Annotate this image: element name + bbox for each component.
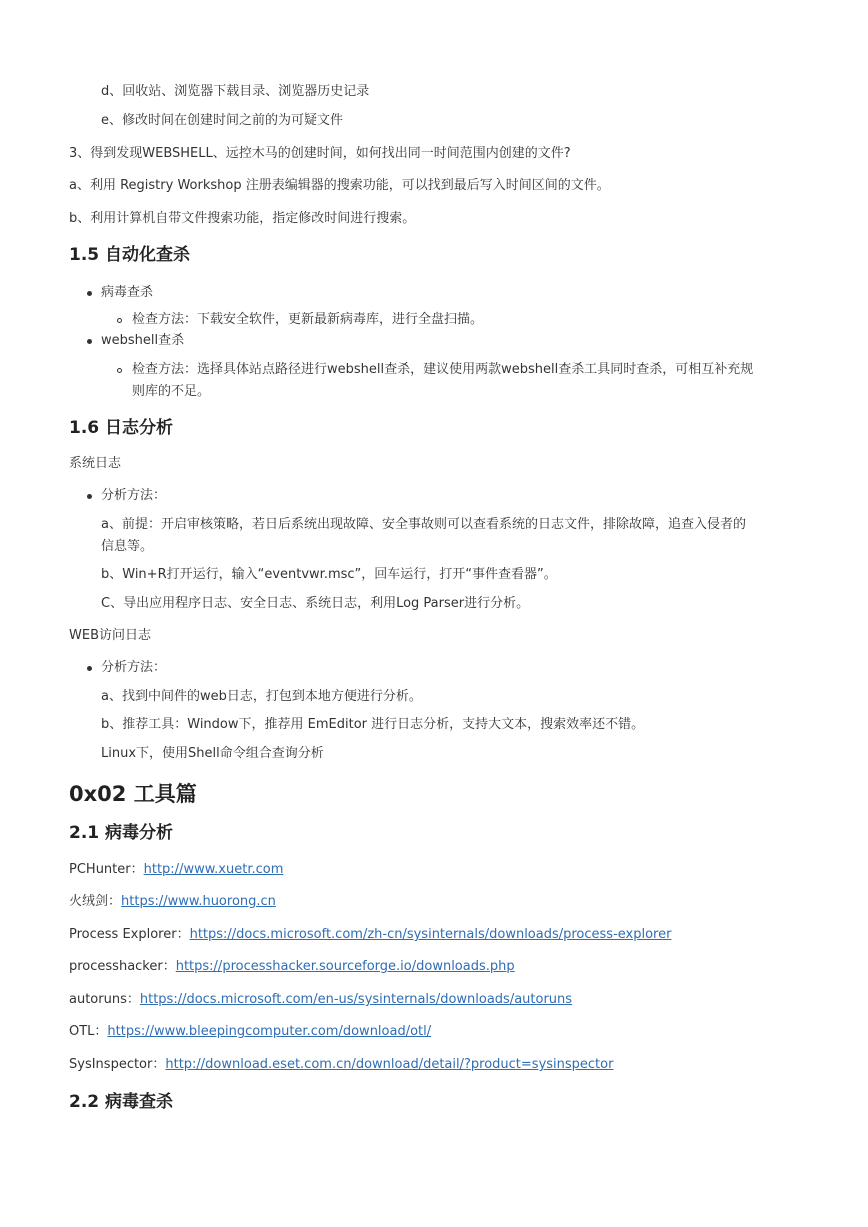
weblog-linux: Linux下，使用Shell命令组合查询分析 [101, 746, 324, 761]
tool-name: 火绒剑： [69, 894, 122, 909]
tool-link[interactable]: http://www.xuetr.com [143, 862, 284, 877]
section-heading-1-5: 1.5 自动化查杀 [69, 245, 191, 265]
sub-bullet-icon [117, 368, 122, 373]
list-item-webshell: webshell查杀 [101, 333, 185, 348]
syslog-b: b、Win+R打开运行，输入“eventvwr.msc”，回车运行，打开“事件查看器”。 [101, 567, 557, 582]
tool-row [69, 1023, 431, 1041]
tool-name: PCHunter： [69, 862, 144, 877]
list-item-webshell-method-line2: 则库的不足。 [132, 384, 211, 399]
answer-a: a、利用 Registry Workshop 注册表编辑器的搜索功能，可以找到最后写入时间区间的文件。 [69, 178, 610, 193]
sub-bullet-icon [117, 318, 122, 323]
syslog-label: 系统日志 [69, 456, 122, 471]
syslog-c: C、导出应用程序日志、安全日志、系统日志，利用Log Parser进行分析。 [101, 596, 530, 611]
bullet-icon [87, 666, 92, 671]
tool-name: Process Explorer： [69, 927, 190, 942]
section-heading-2-1: 2.1 病毒分析 [69, 823, 174, 843]
answer-b: b、利用计算机自带文件搜索功能，指定修改时间进行搜索。 [69, 211, 416, 226]
list-item-virus: 病毒查杀 [101, 285, 154, 300]
bullet-icon [87, 291, 92, 296]
chapter-heading-0x02: 0x02 工具篇 [69, 782, 197, 806]
question-3: 3、得到发现WEBSHELL、远控木马的创建时间，如何找出同一时间范围内创建的文件? [69, 146, 571, 161]
tool-row [69, 861, 283, 879]
tool-link[interactable]: https://www.bleepingcomputer.com/download/otl/ [107, 1024, 432, 1039]
tool-link[interactable]: http://download.eset.com.cn/download/detail/?product=sysinspector [165, 1057, 614, 1072]
syslog-a-line1: a、前提：开启审核策略，若日后系统出现故障、安全事故则可以查看系统的日志文件，排除故障，追查入侵者的 [101, 517, 746, 532]
tool-link[interactable]: https://processhacker.sourceforge.io/downloads.php [175, 959, 515, 974]
tool-name: OTL： [69, 1024, 108, 1039]
weblog-b: b、推荐工具：Window下，推荐用 EmEditor 进行日志分析，支持大文本，搜索效率还不错。 [101, 717, 645, 732]
tool-row [69, 1056, 613, 1074]
tool-row [69, 991, 572, 1009]
weblog-label: WEB访问日志 [69, 628, 151, 643]
analysis-method-label: 分析方法： [101, 488, 167, 503]
syslog-a-line2: 信息等。 [101, 539, 154, 554]
bullet-icon [87, 339, 92, 344]
weblog-a: a、找到中间件的web日志，打包到本地方便进行分析。 [101, 689, 422, 704]
tool-name: SysInspector： [69, 1057, 166, 1072]
tool-link[interactable]: https://docs.microsoft.com/en-us/sysinternals/downloads/autoruns [139, 992, 573, 1007]
list-item-e: e、修改时间在创建时间之前的为可疑文件 [101, 113, 343, 128]
tool-row [69, 893, 276, 911]
list-item-virus-method: 检查方法：下载安全软件，更新最新病毒库，进行全盘扫描。 [132, 312, 484, 327]
section-heading-2-2: 2.2 病毒查杀 [69, 1092, 174, 1112]
tool-link[interactable]: https://docs.microsoft.com/zh-cn/sysinternals/downloads/process-explorer [189, 927, 672, 942]
tool-name: autoruns： [69, 992, 140, 1007]
tool-row [69, 958, 515, 976]
tool-link[interactable]: https://www.huorong.cn [121, 894, 276, 909]
analysis-method-label-2: 分析方法： [101, 660, 167, 675]
list-item-webshell-method-line1: 检查方法：选择具体站点路径进行webshell查杀，建议使用两款webshell查杀工具同时查杀，可相互补充规 [132, 362, 754, 377]
section-heading-1-6: 1.6 日志分析 [69, 418, 174, 438]
tool-row [69, 926, 671, 944]
list-item-d: d、回收站、浏览器下载目录、浏览器历史记录 [101, 84, 370, 99]
tool-name: processhacker： [69, 959, 176, 974]
bullet-icon [87, 494, 92, 499]
